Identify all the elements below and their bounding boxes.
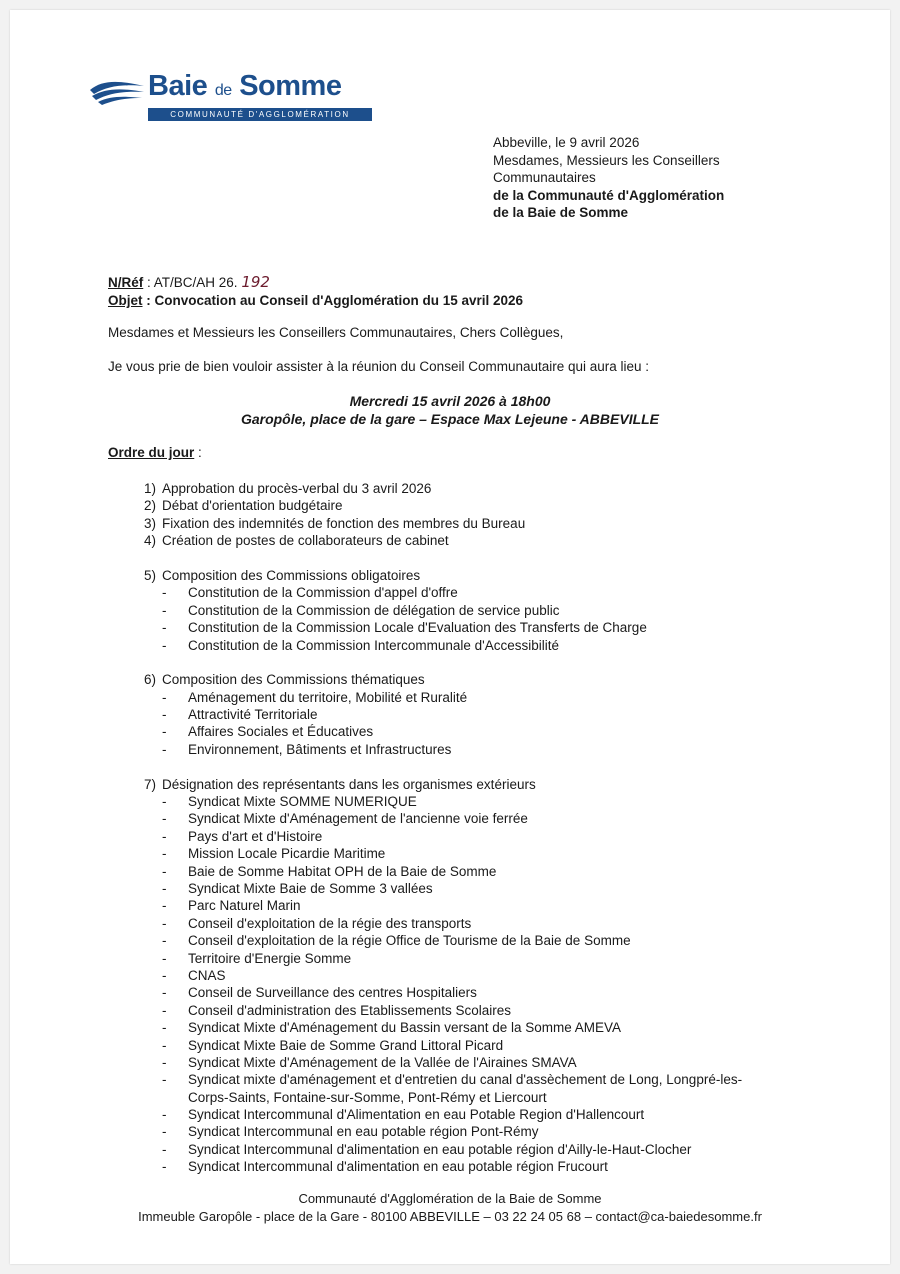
sub-item xyxy=(10,1071,890,1088)
sub-item xyxy=(10,1158,890,1175)
meeting-date: Mercredi 15 avril 2026 à 18h00 xyxy=(349,393,551,409)
agenda-item-6 xyxy=(10,671,890,688)
sub-item xyxy=(10,723,890,740)
dash-bullet: - xyxy=(162,741,167,757)
sub-item-text: Conseil d'administration des Etablissements Scolaires xyxy=(188,1002,511,1018)
greeting: Mesdames et Messieurs les Conseillers Communautaires, Chers Collègues, xyxy=(108,325,564,340)
dash-bullet: - xyxy=(162,933,167,949)
sub-item xyxy=(10,741,890,758)
dash-bullet: - xyxy=(162,1002,167,1018)
logo xyxy=(88,70,388,132)
dash-bullet: - xyxy=(162,602,167,618)
reference-value: : AT/BC/AH 26. xyxy=(147,275,238,290)
agenda-item-text: Création de postes de collaborateurs de cabinet xyxy=(162,533,449,549)
sub-item xyxy=(10,1037,890,1054)
recipient-line-3: de la Communauté d'Agglomération xyxy=(493,187,725,203)
sub-item-text: Corps-Saints, Fontaine-sur-Somme, Pont-Rémy et Liercourt xyxy=(188,1089,547,1105)
sub-item xyxy=(10,793,890,810)
agenda-item-number: 4) xyxy=(143,533,156,549)
sub-item-text: Affaires Sociales et Éducatives xyxy=(188,724,374,740)
sub-item-text: Syndicat Intercommunal d'Alimentation en eau Potable Region d'Hallencourt xyxy=(188,1107,645,1123)
footer-line-1: Communauté d'Agglomération de la Baie de Somme xyxy=(298,1191,602,1206)
dash-bullet: - xyxy=(162,828,167,844)
sub-item xyxy=(10,1141,890,1158)
reference-label: N/Réf xyxy=(108,275,144,290)
sub-item-text: Syndicat Intercommunal d'alimentation en eau potable région Frucourt xyxy=(188,1159,608,1175)
object-label: Objet xyxy=(108,293,143,308)
dash-bullet: - xyxy=(162,707,167,723)
dash-bullet: - xyxy=(162,1037,167,1053)
sub-item-text: Syndicat Mixte Baie de Somme 3 vallées xyxy=(188,880,433,896)
dash-bullet: - xyxy=(162,898,167,914)
sub-item-text: Syndicat Mixte Baie de Somme Grand Littoral Picard xyxy=(188,1037,504,1053)
dash-bullet: - xyxy=(162,863,167,879)
agenda-item-3 xyxy=(10,515,890,532)
sub-item-text: Pays d'art et d'Histoire xyxy=(188,828,323,844)
agenda-item-7 xyxy=(10,776,890,793)
sub-item-text: Syndicat Mixte SOMME NUMERIQUE xyxy=(188,794,417,810)
object-line xyxy=(108,292,523,310)
agenda-item-number: 6) xyxy=(143,672,156,688)
sub-item xyxy=(10,1106,890,1123)
dash-bullet: - xyxy=(162,811,167,827)
reference-line xyxy=(108,273,523,292)
recipient-block xyxy=(493,134,724,222)
sub-item-text: Conseil d'exploitation de la régie des transports xyxy=(188,915,472,931)
sub-item xyxy=(10,584,890,601)
sub-item xyxy=(10,637,890,654)
sub-item-text: Conseil de Surveillance des centres Hospitaliers xyxy=(188,985,477,1001)
sub-item-text: Conseil d'exploitation de la régie Office de Tourisme de la Baie de Somme xyxy=(188,933,631,949)
sub-item xyxy=(10,915,890,932)
sub-item xyxy=(10,1002,890,1019)
dash-bullet: - xyxy=(162,1141,167,1157)
agenda-list xyxy=(10,480,890,1176)
sub-item xyxy=(10,984,890,1001)
sub-item xyxy=(10,863,890,880)
sub-item-text: Syndicat Mixte d'Aménagement du Bassin versant de la Somme AMEVA xyxy=(188,1020,622,1036)
sub-item xyxy=(10,689,890,706)
agenda-item-1 xyxy=(10,480,890,497)
sub-item-text: Parc Naturel Marin xyxy=(188,898,301,914)
logo-name-part1: Baie xyxy=(148,70,208,102)
footer-line-2: Immeuble Garopôle - place de la Gare - 80100 ABBEVILLE – 03 22 24 05 68 – contact@ca-baiedesomme.fr xyxy=(138,1208,762,1224)
sub-item-text: Territoire d'Energie Somme xyxy=(188,950,352,966)
reference-handwritten-number: 192 xyxy=(241,273,270,291)
sub-item xyxy=(10,880,890,897)
sub-item xyxy=(10,828,890,845)
dash-bullet: - xyxy=(162,1107,167,1123)
agenda-title-line xyxy=(108,445,202,460)
sub-item xyxy=(10,810,890,827)
dash-bullet: - xyxy=(162,880,167,896)
sub-item-text: Syndicat mixte d'aménagement et d'entretien du canal d'assèchement de Long, Longpré-les- xyxy=(188,1072,743,1088)
sub-item xyxy=(10,967,890,984)
sub-item-text: Syndicat Intercommunal d'alimentation en eau potable région d'Ailly-le-Haut-Clocher xyxy=(188,1141,692,1157)
sub-item xyxy=(10,1019,890,1036)
sub-item-text: Baie de Somme Habitat OPH de la Baie de Somme xyxy=(188,863,497,879)
sub-item-text: Syndicat Intercommunal en eau potable région Pont-Rémy xyxy=(188,1124,539,1140)
agenda-item-5 xyxy=(10,567,890,584)
agenda-item-number: 3) xyxy=(143,515,156,531)
sub-item xyxy=(10,932,890,949)
dash-bullet: - xyxy=(162,950,167,966)
reference-block xyxy=(108,273,523,310)
dash-bullet: - xyxy=(162,1159,167,1175)
footer xyxy=(10,1190,890,1225)
agenda-item-text: Débat d'orientation budgétaire xyxy=(162,498,343,514)
sub-item xyxy=(10,602,890,619)
agenda-item-text: Désignation des représentants dans les organismes extérieurs xyxy=(162,776,536,792)
dash-bullet: - xyxy=(162,1072,167,1088)
logo-title xyxy=(148,70,341,103)
sub-item-text: Attractivité Territoriale xyxy=(188,707,318,723)
sub-item-text: Constitution de la Commission d'appel d'offre xyxy=(188,585,458,601)
sub-item xyxy=(10,619,890,636)
sub-item-text: Mission Locale Picardie Maritime xyxy=(188,846,386,862)
recipient-line-4: de la Baie de Somme xyxy=(493,205,629,220)
agenda-title: Ordre du jour xyxy=(108,445,195,460)
dash-bullet: - xyxy=(162,637,167,653)
agenda-item-2 xyxy=(10,497,890,514)
sub-item xyxy=(10,706,890,723)
dash-bullet: - xyxy=(162,1020,167,1036)
dash-bullet: - xyxy=(162,794,167,810)
sub-item-text: CNAS xyxy=(188,967,226,983)
agenda-item-number: 5) xyxy=(143,567,156,583)
sub-item-continuation xyxy=(10,1089,890,1106)
sub-item xyxy=(10,897,890,914)
dash-bullet: - xyxy=(162,1054,167,1070)
sub-item xyxy=(10,1123,890,1140)
intro-text: Je vous prie de bien vouloir assister à la réunion du Conseil Communautaire qui aura lieu : xyxy=(108,359,650,374)
object-value: : Convocation au Conseil d'Agglomération du 15 avril 2026 xyxy=(146,293,524,308)
agenda-item-text: Fixation des indemnités de fonction des membres du Bureau xyxy=(162,515,526,531)
logo-subtitle: COMMUNAUTÉ D'AGGLOMÉRATION xyxy=(148,108,372,121)
sub-item-text: Syndicat Mixte d'Aménagement de l'ancienne voie ferrée xyxy=(188,811,528,827)
dash-bullet: - xyxy=(162,1124,167,1140)
sub-item-text: Constitution de la Commission Intercommunale d'Accessibilité xyxy=(188,637,559,653)
sub-item xyxy=(10,1054,890,1071)
agenda-item-number: 2) xyxy=(143,498,156,514)
dash-bullet: - xyxy=(162,915,167,931)
wave-logo-icon xyxy=(88,76,146,106)
dash-bullet: - xyxy=(162,985,167,1001)
agenda-item-number: 7) xyxy=(143,776,156,792)
agenda-item-text: Composition des Commissions thématiques xyxy=(162,672,425,688)
meeting-place: Garopôle, place de la gare – Espace Max Lejeune - ABBEVILLE xyxy=(240,410,660,427)
recipient-line-2: Communautaires xyxy=(493,170,596,185)
sub-item xyxy=(10,950,890,967)
logo-name-part2: de xyxy=(214,82,232,99)
logo-name-part3: Somme xyxy=(239,70,342,102)
sub-item-text: Aménagement du territoire, Mobilité et Ruralité xyxy=(188,689,468,705)
agenda-item-4 xyxy=(10,532,890,549)
dash-bullet: - xyxy=(162,846,167,862)
dash-bullet: - xyxy=(162,724,167,740)
recipient-line-1: Mesdames, Messieurs les Conseillers xyxy=(493,152,720,168)
agenda-item-text: Composition des Commissions obligatoires xyxy=(162,567,421,583)
agenda-title-colon: : xyxy=(194,445,202,460)
sub-item-text: Constitution de la Commission Locale d'Evaluation des Transferts de Charge xyxy=(188,620,647,636)
agenda-item-number: 1) xyxy=(143,481,156,496)
dash-bullet: - xyxy=(162,585,167,601)
sub-item-text: Syndicat Mixte d'Aménagement de la Vallée de l'Airaines SMAVA xyxy=(188,1054,577,1070)
dash-bullet: - xyxy=(162,689,167,705)
dash-bullet: - xyxy=(162,620,167,636)
sub-item-text: Constitution de la Commission de délégation de service public xyxy=(188,602,560,618)
meeting-info xyxy=(10,393,890,428)
sub-item xyxy=(10,845,890,862)
letter-page xyxy=(10,10,890,1264)
sub-item-text: Environnement, Bâtiments et Infrastructures xyxy=(188,741,452,757)
dash-bullet: - xyxy=(162,967,167,983)
place-date: Abbeville, le 9 avril 2026 xyxy=(493,135,640,150)
agenda-item-text: Approbation du procès-verbal du 3 avril 2026 xyxy=(162,481,432,496)
